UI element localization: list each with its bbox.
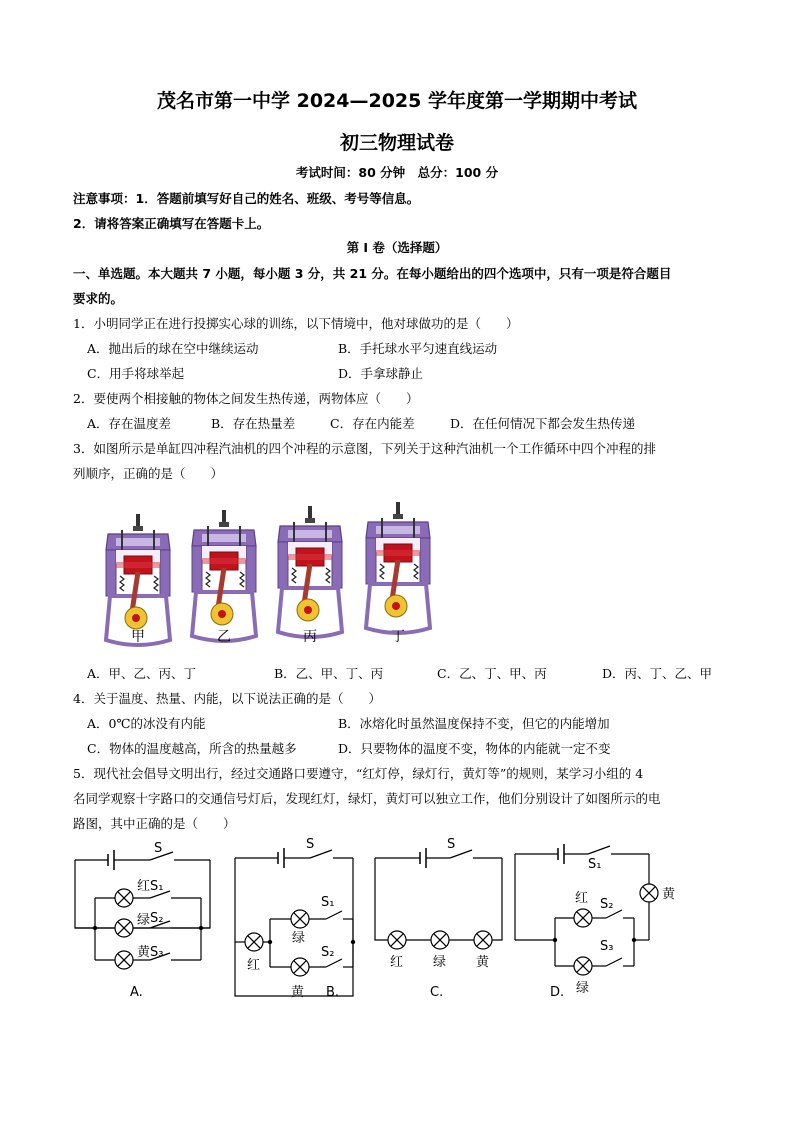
circuit-b-yellow-label: 黄 <box>291 985 305 1000</box>
q1-stem: 1．小明同学正在进行投掷实心球的训练，以下情境中，他对球做功的是（ ） <box>73 316 519 331</box>
section-instruction-line-2: 要求的。 <box>73 291 124 306</box>
q4-option-c: C．物体的温度越高，所含的热量越多 <box>87 741 297 756</box>
q1-option-d: D．手拿球静止 <box>338 366 424 381</box>
engine-label-ding: 丁 <box>391 629 405 645</box>
circuit-a-s2-label: S₂ <box>150 911 164 926</box>
circuit-d-red-label: 红 <box>575 891 589 906</box>
engine-label-bing: 丙 <box>303 629 317 645</box>
circuit-c-yellow-label: 黄 <box>476 955 490 970</box>
circuit-a-switch-label: S <box>154 841 163 856</box>
q4-option-a: A．0℃的冰没有内能 <box>87 716 206 731</box>
engine-strokes-figure <box>100 488 460 652</box>
notes-line-2: 2．请将答案正确填写在答题卡上。 <box>73 216 270 231</box>
circuit-d-s3-label: S₃ <box>600 939 614 954</box>
circuit-a-letter: A. <box>130 985 143 1000</box>
circuit-d-yellow-label: 黄 <box>662 887 676 902</box>
paper-subtitle: 初三物理试卷 <box>339 132 454 154</box>
circuit-a-s1-label: S₁ <box>150 879 164 894</box>
q4-option-b: B．冰熔化时虽然温度保持不变，但它的内能增加 <box>338 716 610 731</box>
q4-stem: 4．关于温度、热量、内能，以下说法正确的是（ ） <box>73 691 381 706</box>
q1-option-b: B．手托球水平匀速直线运动 <box>338 341 498 356</box>
exam-info: 考试时间：80 分钟 总分：100 分 <box>295 165 499 180</box>
q5-stem-line-3: 路图，其中正确的是（ ） <box>73 816 236 831</box>
traffic-light-circuits-figure <box>70 836 720 1006</box>
q2-option-c: C．存在内能差 <box>330 416 415 431</box>
circuit-d-green-label: 绿 <box>576 981 590 996</box>
q4-option-d: D．只要物体的温度不变，物体的内能就一定不变 <box>338 741 611 756</box>
q3-option-b: B．乙、甲、丁、丙 <box>274 666 384 681</box>
circuit-d-letter: D. <box>550 985 565 1000</box>
circuit-a-green-label: 绿 <box>137 913 151 928</box>
q1-option-a: A．抛出后的球在空中继续运动 <box>87 341 259 356</box>
section-instruction-line-1: 一、单选题。本大题共 7 小题，每小题 3 分，共 21 分。在每小题给出的四个选项中，只有一项是符合题目 <box>73 266 672 281</box>
circuit-c-letter: C. <box>430 985 444 1000</box>
q5-stem-line-1: 5．现代社会倡导文明出行，经过交通路口要遵守，“红灯停，绿灯行，黄灯等”的规则，某学习小组的 4 <box>73 766 644 781</box>
circuit-c-red-label: 红 <box>390 955 404 970</box>
circuit-d-s1-label: S₁ <box>588 857 602 872</box>
circuit-c-switch-label: S <box>447 837 456 852</box>
q5-stem-line-2: 名同学观察十字路口的交通信号灯后，发现红灯，绿灯，黄灯可以独立工作，他们分别设计了如图所示的电 <box>73 791 661 806</box>
circuit-b-red-label: 红 <box>247 958 261 973</box>
circuit-a-red-label: 红 <box>137 879 151 894</box>
q3-option-d: D．丙、丁、乙、甲 <box>602 666 713 681</box>
circuit-b-switch-label: S <box>306 837 315 852</box>
circuit-c-green-label: 绿 <box>433 955 447 970</box>
exam-title: 茂名市第一中学 2024—2025 学年度第一学期期中考试 <box>157 90 637 112</box>
circuit-b-letter: B. <box>326 985 340 1000</box>
circuit-b-green-label: 绿 <box>292 931 306 946</box>
q2-stem: 2．要使两个相接触的物体之间发生热传递，两物体应（ ） <box>73 391 419 406</box>
engine-label-yi: 乙 <box>217 629 231 645</box>
q3-option-a: A．甲、乙、丙、丁 <box>87 666 197 681</box>
engine-label-jia: 甲 <box>131 629 145 645</box>
circuit-d-s2-label: S₂ <box>600 897 614 912</box>
q3-stem-line-2: 列顺序，正确的是（ ） <box>73 466 224 481</box>
q2-option-b: B．存在热量差 <box>211 416 296 431</box>
q3-option-c: C．乙、丁、甲、丙 <box>437 666 547 681</box>
q2-option-d: D．在任何情况下都会发生热传递 <box>450 416 636 431</box>
q2-option-a: A．存在温度差 <box>87 416 172 431</box>
section-heading: 第 I 卷（选择题） <box>346 240 448 255</box>
q1-option-c: C．用手将球举起 <box>87 366 185 381</box>
circuit-a-yellow-label: 黄 <box>137 945 151 960</box>
q3-stem-line-1: 3．如图所示是单缸四冲程汽油机的四个冲程的示意图，下列关于这种汽油机一个工作循环中四个冲程的排 <box>73 441 656 456</box>
circuit-a-s3-label: S₃ <box>150 945 164 960</box>
circuit-b-s1-label: S₁ <box>321 895 335 910</box>
circuit-b-s2-label: S₂ <box>321 945 335 960</box>
notes-line-1: 注意事项：1．答题前填写好自己的姓名、班级、考号等信息。 <box>73 191 420 206</box>
